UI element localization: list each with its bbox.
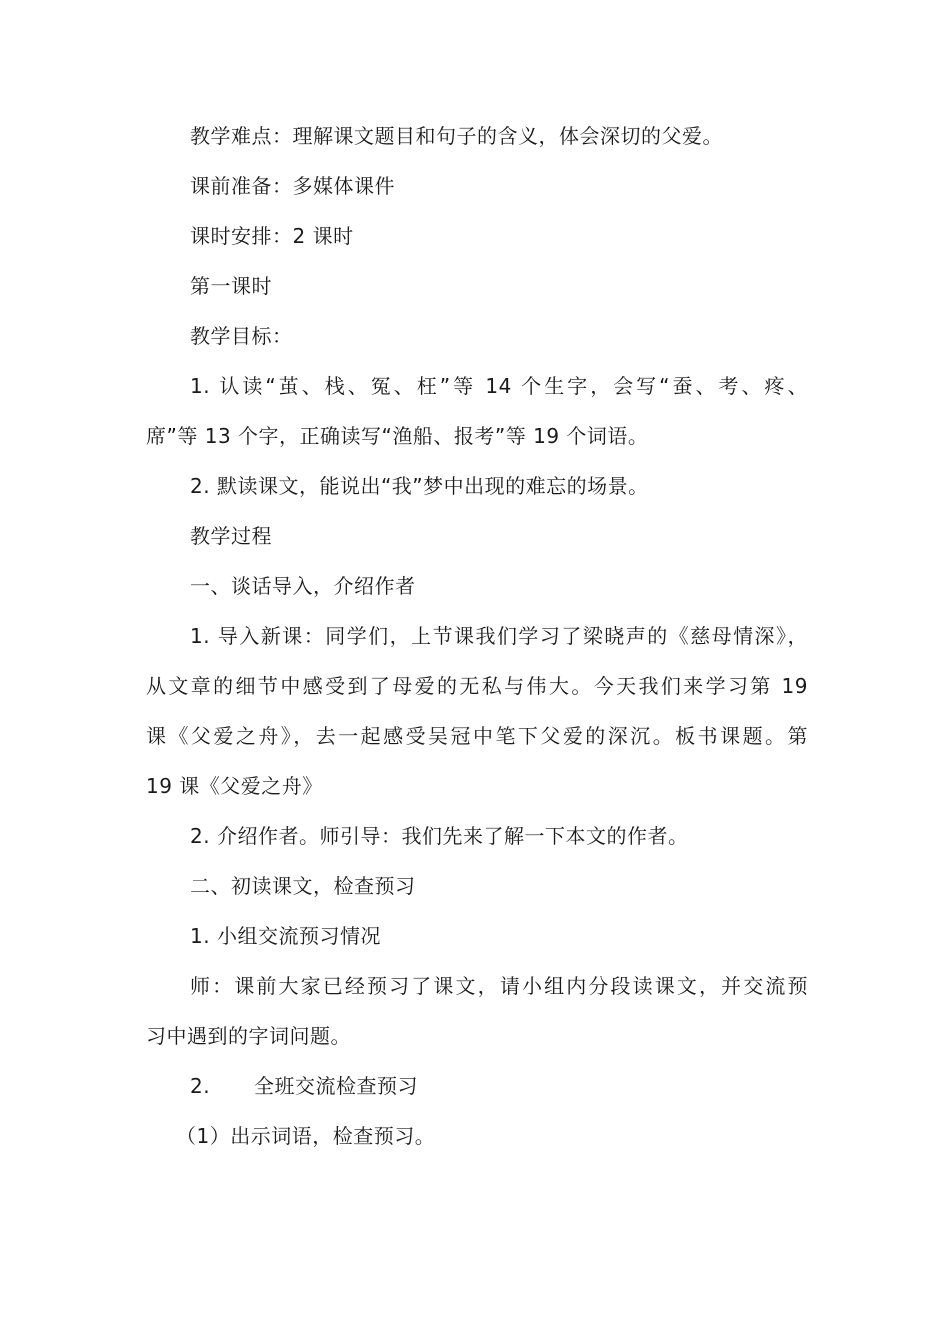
teaching-difficulty: 教学难点：理解课文题目和句子的含义，体会深切的父爱。 <box>190 124 723 148</box>
section-2-heading: 二、初读课文，检查预习 <box>190 874 416 898</box>
section-1-heading: 一、谈话导入，介绍作者 <box>190 574 416 598</box>
group-exchange-item: 1. 小组交流预习情况 <box>190 924 381 948</box>
teaching-goals-heading: 教学目标： <box>190 324 293 348</box>
goal-1-line-2: 席”等 13 个字，正确读写“渔船、报考”等 19 个词语。 <box>146 424 649 448</box>
goal-2: 2. 默读课文，能说出“我”梦中出现的难忘的场景。 <box>190 474 649 498</box>
first-lesson-heading: 第一课时 <box>190 274 272 298</box>
intro-paragraph-line-4: 19 课《父爱之舟》 <box>146 774 323 798</box>
item-number: 2. <box>190 1074 211 1098</box>
teacher-paragraph-line-1: 师：课前大家已经预习了课文，请小组内分段读课文，并交流预 <box>190 974 808 998</box>
item-text: 全班交流检查预习 <box>254 1074 418 1098</box>
intro-paragraph-line-1: 1. 导入新课：同学们，上节课我们学习了梁晓声的《慈母情深》， <box>190 624 808 648</box>
intro-paragraph-line-2: 从文章的细节中感受到了母爱的无私与伟大。今天我们来学习第 19 <box>146 674 808 698</box>
teaching-process-heading: 教学过程 <box>190 524 272 548</box>
lesson-preparation: 课前准备：多媒体课件 <box>190 174 395 198</box>
goal-1-line-1: 1. 认读“茧、栈、冤、枉”等 14 个生字，会写“蚕、考、疼、 <box>190 374 808 398</box>
lesson-schedule: 课时安排：2 课时 <box>190 224 354 248</box>
author-intro: 2. 介绍作者。师引导：我们先来了解一下本文的作者。 <box>190 824 689 848</box>
show-words-item: （1）出示词语，检查预习。 <box>176 1124 436 1148</box>
class-exchange-item <box>190 1072 418 1100</box>
intro-paragraph-line-3: 课《父爱之舟》，去一起感受吴冠中笔下父爱的深沉。板书课题。第 <box>146 724 808 748</box>
teacher-paragraph-line-2: 习中遇到的字词问题。 <box>146 1024 351 1048</box>
